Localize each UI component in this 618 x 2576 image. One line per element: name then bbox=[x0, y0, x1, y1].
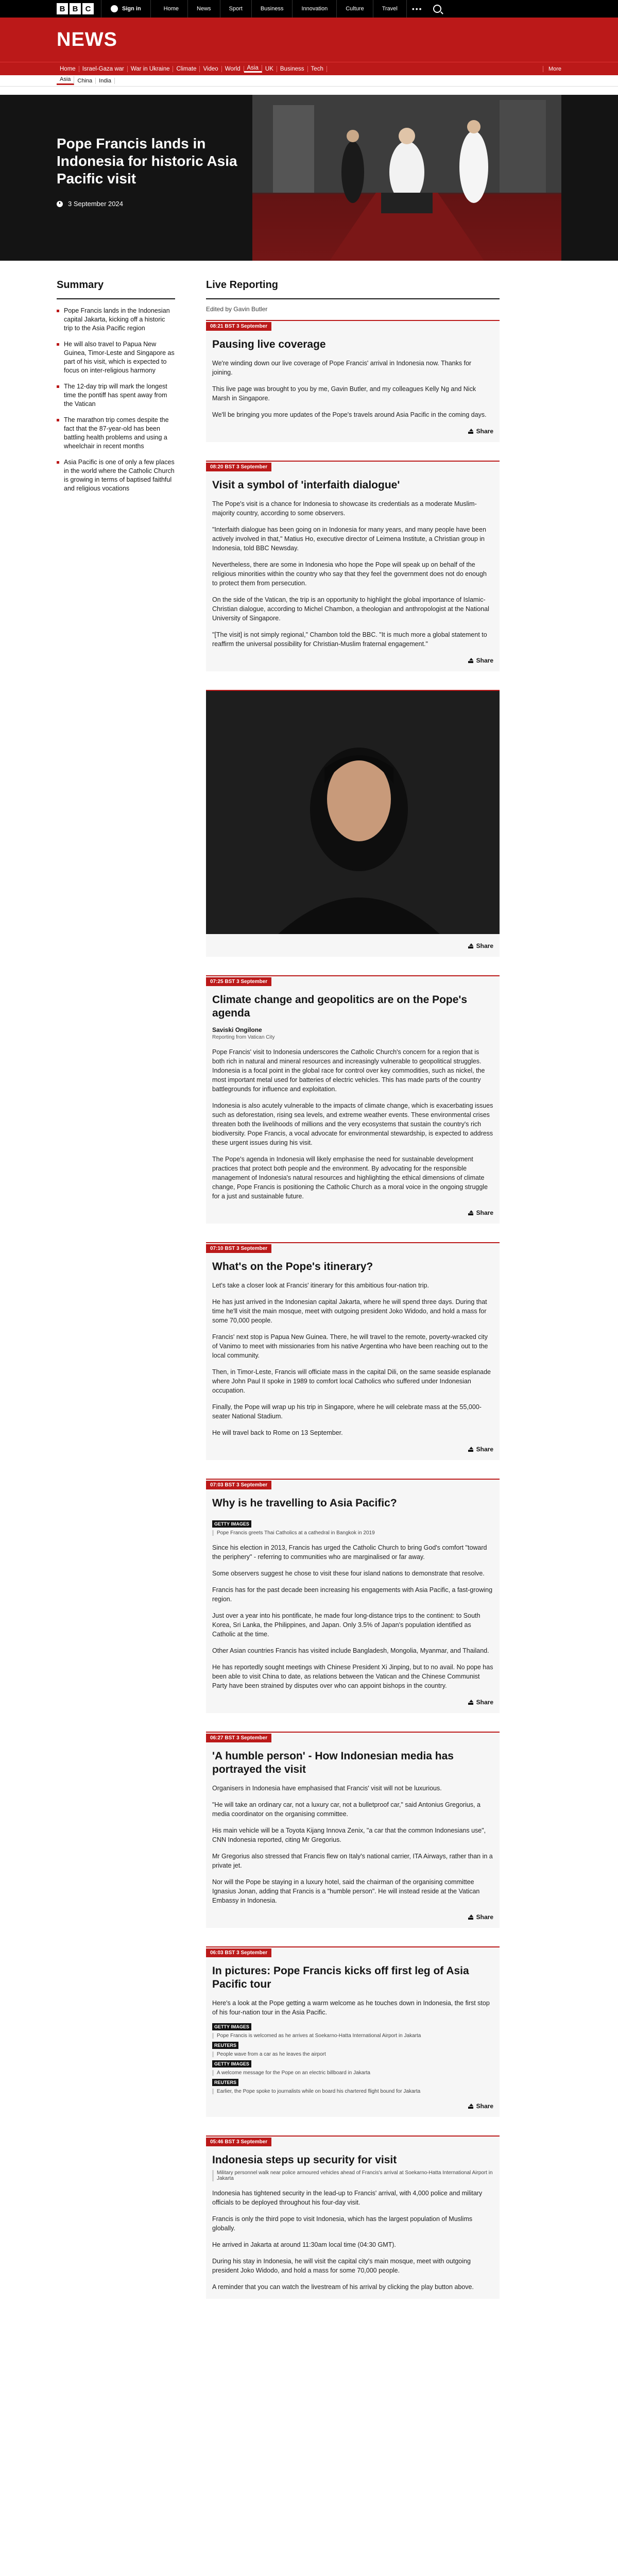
post-title: In pictures: Pope Francis kicks off first leg of Asia Pacific tour bbox=[212, 1965, 469, 1990]
image-caption: A welcome message for the Pope on an electric billboard in Jakarta bbox=[212, 2070, 493, 2076]
post-title: Climate change and geopolitics are on the Pope's agenda bbox=[212, 994, 468, 1019]
post-body bbox=[212, 1784, 493, 1905]
share-button[interactable] bbox=[212, 657, 493, 664]
live-reporting bbox=[206, 279, 500, 2299]
post-title: Indonesia steps up security for visit bbox=[212, 2154, 397, 2166]
summary-item: The 12-day trip will mark the longest time the pontiff has spent away from the Vatican bbox=[57, 382, 175, 409]
post-body bbox=[212, 1998, 493, 2017]
post-body bbox=[212, 2189, 493, 2292]
post-paragraph: He has reportedly sought meetings with Chinese President Xi Jinping, but to no avail. No pope has been able to visit China to date, as relations between the Vatican and the Chinese Communist Party have been strained by disputes over who can appoint bishops in the country. bbox=[212, 1664, 493, 1689]
share-label: Share bbox=[476, 1209, 493, 1216]
post-paragraph: He has just arrived in the Indonesian capital Jakarta, where he will spend three days. During that time he'll visit the main mosque, meet with outgoing president Joko Widodo, and hold a mass for some 70,000 people. bbox=[212, 1298, 487, 1324]
news-nav-ukraine[interactable]: War in Ukraine bbox=[128, 66, 174, 72]
post-paragraph: Mr Gregorius also stressed that Francis flew on Italy's national carrier, ITA Airways, rather than in a private jet. bbox=[212, 1853, 493, 1869]
post-timestamp: 07:10 BST 3 September bbox=[206, 1244, 271, 1253]
live-post bbox=[206, 1242, 500, 1460]
top-bar bbox=[0, 0, 618, 18]
share-button[interactable] bbox=[212, 942, 493, 950]
post-paragraph: Francis has for the past decade been increasing his engagements with Asia Pacific, a fast-growing region. bbox=[212, 1586, 493, 1603]
page-title: Pope Francis lands in Indonesia for historic Asia Pacific visit bbox=[57, 135, 237, 187]
user-icon bbox=[111, 5, 118, 12]
post-title: Pausing live coverage bbox=[212, 338, 326, 350]
news-nav-video[interactable]: Video bbox=[200, 66, 221, 72]
news-nav-home[interactable]: Home bbox=[57, 66, 79, 72]
post-paragraph: Some observers suggest he chose to visit these four island nations to demonstrate that resolve. bbox=[212, 1570, 485, 1577]
hero bbox=[0, 95, 618, 261]
image-caption: Military personnel walk near police armoured vehicles ahead of Francis's arrival at Soekarno-Hatta International Airport in Jakarta bbox=[212, 2170, 493, 2181]
post-paragraph: During his stay in Indonesia, he will visit the capital city's main mosque, meet with outgoing president Joko Widodo, and hold a mass for some 70,000 people. bbox=[212, 2258, 471, 2274]
post-paragraph: Organisers in Indonesia have emphasised that Francis' visit will not be luxurious. bbox=[212, 1785, 442, 1792]
news-nav bbox=[0, 62, 618, 75]
post-paragraph: On the side of the Vatican, the trip is an opportunity to highlight the global importance of Islamic-Christian dialogue, according to Michel Chambon, a theologian and anthropologist at the National University of Singapore. bbox=[212, 596, 489, 622]
post-paragraph: Since his election in 2013, Francis has urged the Catholic Church to bring God's comfort "toward the periphery" - referring to communities who are marginalised or far away. bbox=[212, 1544, 487, 1561]
news-nav-world[interactable]: World bbox=[222, 66, 244, 72]
sub-nav-asia[interactable]: Asia bbox=[57, 76, 74, 85]
share-label: Share bbox=[476, 1446, 493, 1453]
share-icon bbox=[468, 1914, 473, 1920]
post-paragraph: Finally, the Pope will wrap up his trip in Singapore, where he will celebrate mass at the 55,000-seater National Stadium. bbox=[212, 1403, 482, 1420]
post-title: Visit a symbol of 'interfaith dialogue' bbox=[212, 479, 400, 491]
news-logo[interactable]: NEWS bbox=[57, 28, 117, 50]
post-figure bbox=[212, 1517, 493, 1536]
editor-credit: Edited by Gavin Butler bbox=[206, 306, 268, 313]
summary-item: He will also travel to Papua New Guinea, Timor-Leste and Singapore as part of his visit, which is expected to focus on inter-religious harmony bbox=[57, 340, 175, 375]
image-caption: Pope Francis greets Thai Catholics at a cathedral in Bangkok in 2019 bbox=[212, 1530, 493, 1536]
share-icon bbox=[468, 1700, 473, 1705]
share-button[interactable] bbox=[212, 428, 493, 435]
summary-title: Summary bbox=[57, 279, 175, 299]
share-icon bbox=[468, 429, 473, 434]
post-paragraph: The Pope's visit is a chance for Indonesia to showcase its credentials as a moderate Muslim-majority country, according to some observers. bbox=[212, 500, 477, 517]
live-post bbox=[206, 320, 500, 442]
news-nav-israel-gaza[interactable]: Israel-Gaza war bbox=[79, 66, 128, 72]
news-nav-climate[interactable]: Climate bbox=[173, 66, 200, 72]
share-icon bbox=[468, 1447, 473, 1452]
video-still bbox=[206, 691, 500, 934]
hero-text bbox=[0, 95, 252, 261]
top-nav-news[interactable]: News bbox=[188, 0, 220, 18]
post-timestamp: 07:03 BST 3 September bbox=[206, 1481, 271, 1489]
post-paragraph: Let's take a closer look at Francis' itinerary for this ambitious four-nation trip. bbox=[212, 1282, 429, 1289]
sub-nav bbox=[0, 75, 618, 87]
post-body bbox=[212, 1543, 493, 1690]
share-button[interactable] bbox=[212, 2103, 493, 2110]
more-menu-button[interactable]: ••• bbox=[411, 5, 423, 13]
post-paragraph: We're winding down our live coverage of Pope Francis' arrival in Indonesia now. Thanks for joining. bbox=[212, 360, 472, 376]
news-nav-uk[interactable]: UK bbox=[262, 66, 277, 72]
sub-nav-india[interactable]: India bbox=[96, 78, 115, 84]
search-icon[interactable] bbox=[433, 5, 441, 13]
hero-photo bbox=[252, 95, 561, 261]
sub-nav-china[interactable]: China bbox=[74, 78, 96, 84]
post-title: What's on the Pope's itinerary? bbox=[212, 1261, 373, 1273]
share-icon bbox=[468, 658, 473, 663]
share-icon bbox=[468, 943, 473, 948]
post-paragraph: This live page was brought to you by me, Gavin Butler, and my colleagues Kelly Ng and Nick Marsh in Singapore. bbox=[212, 385, 476, 402]
post-paragraph: "He will take an ordinary car, not a luxury car, not a bulletproof car," said Antonius Gregorius, a media coordinator on the organising committee. bbox=[212, 1801, 480, 1818]
share-label: Share bbox=[476, 1699, 493, 1706]
post-timestamp: 06:03 BST 3 September bbox=[206, 1948, 271, 1957]
post-title: Why is he travelling to Asia Pacific? bbox=[212, 1497, 397, 1509]
post-paragraph: Nor will the Pope be staying in a luxury hotel, said the chairman of the organising committee Ignasius Jonan, adding that Francis is a "humble person". He will instead reside at the Vatican Embassy in Indonesia. bbox=[212, 1878, 480, 1904]
video-player[interactable] bbox=[206, 691, 500, 934]
post-body bbox=[212, 1281, 493, 1437]
share-icon bbox=[468, 1210, 473, 1215]
post-timestamp: 08:21 BST 3 September bbox=[206, 322, 271, 331]
clock-icon bbox=[57, 201, 63, 207]
summary-list bbox=[57, 307, 175, 493]
post-body bbox=[212, 499, 493, 649]
live-post bbox=[206, 975, 500, 1224]
top-nav-home[interactable]: Home bbox=[155, 0, 188, 18]
news-banner bbox=[0, 18, 618, 62]
share-label: Share bbox=[476, 657, 493, 664]
share-label: Share bbox=[476, 942, 493, 950]
summary-item: Pope Francis lands in the Indonesian capital Jakarta, kicking off a historic trip to the Asia Pacific region bbox=[57, 307, 175, 333]
news-nav-asia[interactable]: Asia bbox=[244, 65, 262, 73]
live-reporting-title: Live Reporting bbox=[206, 279, 500, 299]
hero-date bbox=[57, 200, 252, 208]
top-nav bbox=[155, 0, 407, 18]
post-timestamp: 08:20 BST 3 September bbox=[206, 463, 271, 471]
share-button[interactable] bbox=[212, 1446, 493, 1453]
share-button[interactable] bbox=[212, 1209, 493, 1216]
top-nav-sport[interactable]: Sport bbox=[220, 0, 252, 18]
post-body bbox=[212, 1047, 493, 1201]
post-timestamp: 05:46 BST 3 September bbox=[206, 2138, 271, 2146]
sign-in-label: Sign in bbox=[122, 6, 141, 12]
post-paragraph: We'll be bringing you more updates of the Pope's travels around Asia Pacific in the coming days. bbox=[212, 411, 487, 418]
image-credit: REUTERS bbox=[212, 2079, 238, 2086]
news-nav-more[interactable]: More bbox=[543, 66, 561, 72]
hero-date-text: 3 September 2024 bbox=[68, 200, 123, 208]
post-timestamp: 06:27 BST 3 September bbox=[206, 1734, 271, 1742]
post-paragraph: Indonesia is also acutely vulnerable to the impacts of climate change, which is exacerbating issues such as deforestation, rising sea levels, and extreme weather events. These environmental crises threaten both the livelihoods of millions and the very ecosystems that sustain the country's rich biodiversity. Pope Francis, a vocal advocate for environmental stewardship, is expected to address these urgent issues during his visit. bbox=[212, 1102, 493, 1146]
live-post bbox=[206, 2136, 500, 2299]
image-credit: REUTERS bbox=[212, 2042, 238, 2049]
top-nav-culture[interactable]: Culture bbox=[337, 0, 373, 18]
post-paragraph: Pope Francis' visit to Indonesia underscores the Catholic Church's concern for a region that is both rich in natural and mineral resources and increasingly vulnerable to geopolitical struggles. Indonesia is a focal point in the global race for control over key commodities, such as nickel, the most important metal used for batteries of electric vehicles. This has made parts of the country battlegrounds for influence and exploitation. bbox=[212, 1048, 485, 1093]
top-nav-business[interactable]: Business bbox=[252, 0, 293, 18]
summary bbox=[57, 279, 175, 2299]
post-paragraph: Nevertheless, there are some in Indonesia who hope the Pope will speak up on behalf of the religious minorities within the country who say that they feel the government does not do enough to protect them from persecution. bbox=[212, 561, 487, 587]
image-caption: Earlier, the Pope spoke to journalists while on board his chartered flight bound for Jakarta bbox=[212, 2089, 493, 2094]
share-label: Share bbox=[476, 428, 493, 435]
image-credit: GETTY IMAGES bbox=[212, 1520, 251, 1528]
summary-item: The marathon trip comes despite the fact that the 87-year-old has been battling health problems and using a wheelchair in recent months bbox=[57, 416, 175, 451]
content bbox=[0, 279, 618, 2299]
post-figure bbox=[212, 2020, 493, 2094]
post-paragraph: The Pope's agenda in Indonesia will likely emphasise the need for sustainable development practices that protect both people and the environment. By advocating for the responsible management of Indonesia's natural resources and highlighting the ethical dimensions of climate change, Pope Francis is positioning the Catholic Church as a moral voice in the ongoing struggle for a just and sustainable future. bbox=[212, 1156, 488, 1200]
top-nav-travel[interactable]: Travel bbox=[373, 0, 407, 18]
post-title: 'A humble person' - How Indonesian media has portrayed the visit bbox=[212, 1750, 454, 1775]
share-label: Share bbox=[476, 1913, 493, 1921]
live-post bbox=[206, 1479, 500, 1713]
post-body bbox=[212, 359, 493, 419]
post-paragraph: Here's a look at the Pope getting a warm welcome as he touches down in Indonesia, the first stop of his four-nation tour in the Asia Pacific. bbox=[212, 1999, 490, 2016]
post-paragraph: Other Asian countries Francis has visited include Bangladesh, Mongolia, Myanmar, and Thailand. bbox=[212, 1647, 489, 1654]
bbc-logo[interactable]: B B C bbox=[57, 3, 94, 14]
post-paragraph: Francis' next stop is Papua New Guinea. There, he will travel to the remote, poverty-wracked city of Vanimo to meet with missionaries from his native Argentina who have been reaching out to the local community. bbox=[212, 1333, 488, 1359]
post-paragraph: He arrived in Jakarta at around 11:30am local time (04:30 GMT). bbox=[212, 2241, 396, 2248]
author-role: Reporting from Vatican City bbox=[212, 1035, 275, 1040]
image-caption: People wave from a car as he leaves the airport bbox=[212, 2052, 493, 2057]
post-paragraph: His main vehicle will be a Toyota Kijang Innova Zenix, "a car that the common Indonesians use", CNN Indonesia reported, citing Mr Gregorius. bbox=[212, 1827, 486, 1843]
hero-image bbox=[252, 95, 561, 261]
image-credit: GETTY IMAGES bbox=[212, 2023, 251, 2030]
post-paragraph: Francis is only the third pope to visit Indonesia, which has the largest population of Muslims globally. bbox=[212, 2215, 473, 2232]
image-caption: Pope Francis is welcomed as he arrives at Soekarno-Hatta International Airport in Jakarta bbox=[212, 2033, 493, 2039]
live-post bbox=[206, 1946, 500, 2117]
news-nav-tech[interactable]: Tech bbox=[308, 66, 327, 72]
share-label: Share bbox=[476, 2103, 493, 2110]
post-paragraph: "[The visit] is not simply regional," Chambon told the BBC. "It is much more a global statement to reaffirm the universal possibility for Christian-Muslim fraternal engagement." bbox=[212, 631, 487, 648]
post-paragraph: "Interfaith dialogue has been going on in Indonesia for many years, and many people have been actively involved in that," Matius Ho, executive director of Leimena Institute, a Christian group in Indonesia, told BBC Newsday. bbox=[212, 526, 486, 552]
live-post bbox=[206, 1732, 500, 1928]
share-button[interactable] bbox=[212, 1699, 493, 1706]
image-credit: GETTY IMAGES bbox=[212, 2060, 251, 2067]
author-name: Saviski Ongilone bbox=[212, 1026, 262, 1033]
video-post bbox=[206, 690, 500, 957]
live-post bbox=[206, 461, 500, 671]
share-button[interactable] bbox=[212, 1913, 493, 1921]
share-icon bbox=[468, 2104, 473, 2109]
post-paragraph: A reminder that you can watch the livestream of his arrival by clicking the play button above. bbox=[212, 2283, 474, 2291]
summary-item: Asia Pacific is one of only a few places in the world where the Catholic Church is growing in terms of baptised faithful and religious vocations bbox=[57, 458, 175, 493]
post-paragraph: Then, in Timor-Leste, Francis will officiate mass in the capital Dili, on the same seaside esplanade where John Paul II spoke in 1989 to comfort local Catholics who suffered under Indonesian occupation. bbox=[212, 1368, 491, 1394]
top-nav-innovation[interactable]: Innovation bbox=[293, 0, 337, 18]
sign-in-button[interactable] bbox=[101, 0, 151, 18]
post-paragraph: Just over a year into his pontificate, he made four long-distance trips to the continent: to South Korea, Sri Lanka, the Philippines, and Japan. Only 3.5% of Japan's population identified as Catholic at the time. bbox=[212, 1612, 480, 1638]
post-paragraph: He will travel back to Rome on 13 September. bbox=[212, 1429, 343, 1436]
post-timestamp: 07:25 BST 3 September bbox=[206, 977, 271, 986]
post-paragraph: Indonesia has tightened security in the lead-up to Francis' arrival, with 4,000 police and military officials to be deployed throughout his four-day visit. bbox=[212, 2190, 483, 2206]
news-nav-business[interactable]: Business bbox=[277, 66, 308, 72]
